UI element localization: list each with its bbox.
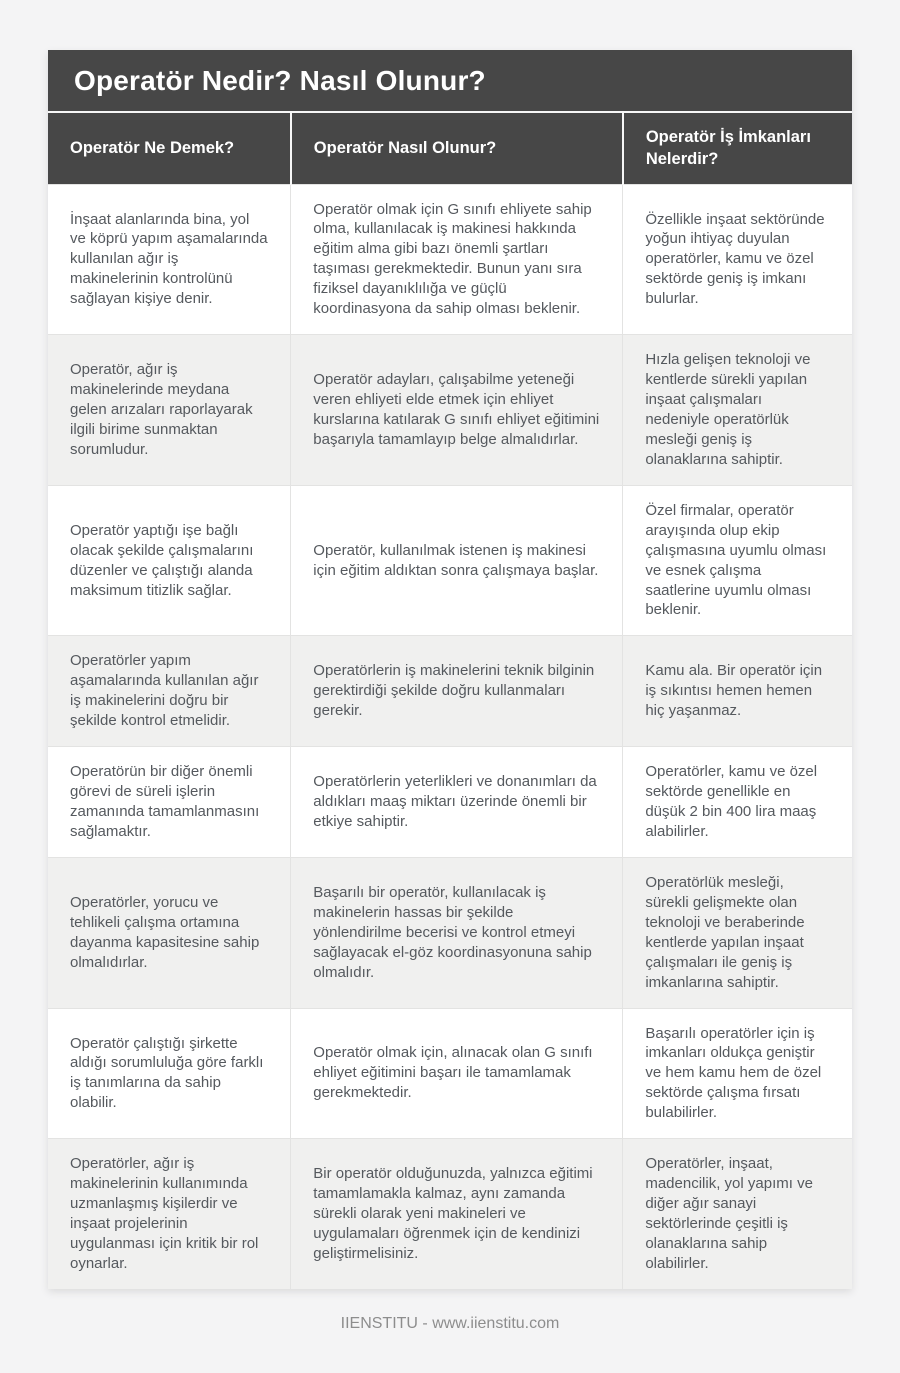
table-cell: Operatörler yapım aşamalarında kullanılan ağır iş makinelerini doğru bir şekilde kontrol etmelidir. <box>48 636 291 747</box>
table-row <box>48 1008 852 1139</box>
table-cell: Operatörlerin yeterlikleri ve donanımları da aldıkları maaş miktarı üzerinde önemli bir etkiye sahiptir. <box>291 747 623 858</box>
table-cell: Operatörler, ağır iş makinelerinin kullanımında uzmanlaşmış kişilerdir ve inşaat projelerinin uygulanması için kritik bir rol oynarlar. <box>48 1139 291 1289</box>
table-row <box>48 636 852 747</box>
table-cell: Operatör adayları, çalışabilme yeteneği veren ehliyeti elde etmek için ehliyet kurslarına katılarak G sınıfı ehliyet eğitimini başarıyla tamamlayıp belge almalıdırlar. <box>291 335 623 486</box>
table-cell: Operatörlük mesleği, sürekli gelişmekte olan teknoloji ve beraberinde kentlerde yapılan inşaat çalışmaları ile geniş iş imkanlarına sahiptir. <box>623 857 852 1008</box>
table-row <box>48 747 852 858</box>
table-cell: Başarılı operatörler için iş imkanları oldukça geniştir ve hem kamu hem de özel sektörde çalışma fırsatı bulabilirler. <box>623 1008 852 1139</box>
table-row <box>48 485 852 636</box>
table-cell: Özellikle inşaat sektöründe yoğun ihtiyaç duyulan operatörler, kamu ve özel sektörde geniş iş imkanı bulurlar. <box>623 184 852 335</box>
table-cell: Operatör yaptığı işe bağlı olacak şekilde çalışmalarını düzenler ve çalıştığı alanda maksimum titizlik sağlar. <box>48 485 291 636</box>
content-card <box>48 50 852 1289</box>
title-row <box>48 50 852 112</box>
table-cell: Operatör olmak için G sınıfı ehliyete sahip olma, kullanılacak iş makinesi hakkında eğitim alma gibi bazı önemli şartları taşıması gerekmektedir. Bunun yanı sıra fiziksel dayanıklılığa ve güçlü koordinasyona da sahip olması beklenir. <box>291 184 623 335</box>
column-header-nasil-olunur: Operatör Nasıl Olunur? <box>291 112 623 184</box>
column-header-ne-demek: Operatör Ne Demek? <box>48 112 291 184</box>
operator-info-table <box>48 50 852 1289</box>
table-cell: Operatörler, kamu ve özel sektörde genellikle en düşük 2 bin 400 lira maaş alabilirler. <box>623 747 852 858</box>
table-cell: Operatör, ağır iş makinelerinde meydana gelen arızaları raporlayarak ilgili birime sunmaktan sorumludur. <box>48 335 291 486</box>
table-cell: Operatör, kullanılmak istenen iş makinesi için eğitim aldıktan sonra çalışmaya başlar. <box>291 485 623 636</box>
table-cell: İnşaat alanlarında bina, yol ve köprü yapım aşamalarında kullanılan ağır iş makinelerinin kontrolünü sağlayan kişiye denir. <box>48 184 291 335</box>
page-title: Operatör Nedir? Nasıl Olunur? <box>48 50 852 112</box>
table-cell: Operatörün bir diğer önemli görevi de süreli işlerin zamanında tamamlanmasını sağlamaktır. <box>48 747 291 858</box>
table-cell: Operatörler, inşaat, madencilik, yol yapımı ve diğer ağır sanayi sektörlerinde çeşitli iş olanaklarına sahip olabilirler. <box>623 1139 852 1289</box>
column-header-is-imkanlari: Operatör İş İmkanları Nelerdir? <box>623 112 852 184</box>
table-cell: Operatör çalıştığı şirkette aldığı sorumluluğa göre farklı iş tanımlarına da sahip olabilir. <box>48 1008 291 1139</box>
footer-credit: IIENSTITU - www.iienstitu.com <box>340 1314 560 1332</box>
table-cell: Operatör olmak için, alınacak olan G sınıfı ehliyet eğitimini başarı ile tamamlamak gerekmektedir. <box>291 1008 623 1139</box>
table-row <box>48 1139 852 1289</box>
table-cell: Operatörler, yorucu ve tehlikeli çalışma ortamına dayanma kapasitesine sahip olmalıdırlar. <box>48 857 291 1008</box>
table-cell: Özel firmalar, operatör arayışında olup ekip çalışmasına uyumlu olması ve esnek çalışma saatlerine uyumlu olması beklenir. <box>623 485 852 636</box>
table-cell: Başarılı bir operatör, kullanılacak iş makinelerin hassas bir şekilde yönlendirilme becerisi ve kontrol etmeyi sağlayacak el-göz koordinasyonuna sahip olmalıdır. <box>291 857 623 1008</box>
table-row <box>48 857 852 1008</box>
table-cell: Operatörlerin iş makinelerini teknik bilginin gerektirdiği şekilde doğru kullanmaları gerekir. <box>291 636 623 747</box>
table-row <box>48 184 852 335</box>
table-cell: Hızla gelişen teknoloji ve kentlerde sürekli yapılan inşaat çalışmaları nedeniyle operatörlük mesleği geniş iş olanaklarına sahiptir. <box>623 335 852 486</box>
table-cell: Bir operatör olduğunuzda, yalnızca eğitimi tamamlamakla kalmaz, aynı zamanda sürekli olarak yeni makineleri ve uygulamaları öğrenmek için de kendinizi geliştirmelisiniz. <box>291 1139 623 1289</box>
column-header-row <box>48 112 852 184</box>
table-row <box>48 335 852 486</box>
table-cell: Kamu ala. Bir operatör için iş sıkıntısı hemen hemen hiç yaşanmaz. <box>623 636 852 747</box>
